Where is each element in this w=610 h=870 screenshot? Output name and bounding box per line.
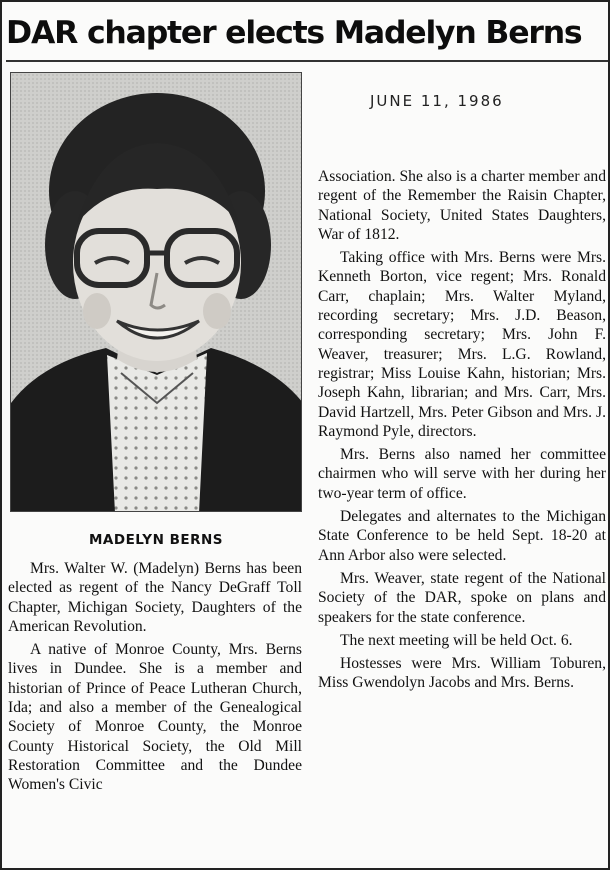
photo-caption: MADELYN BERNS: [88, 532, 223, 548]
headline-divider: [6, 60, 608, 62]
paragraph: Mrs. Walter W. (Madelyn) Berns has been elected as regent of the Nancy DeGraff Toll Chapter, Michigan Society, Daughters of the American Revolution.: [8, 560, 302, 635]
paragraph: Mrs. Berns also named her committee chairmen who will serve with her during her two-year term of office.: [318, 446, 606, 502]
article-column-left: [8, 559, 302, 799]
paragraph: Taking office with Mrs. Berns were Mrs. Kenneth Borton, vice regent; Mrs. Ronald Carr, chaplain; Mrs. Walter Myland, recording secretary; Mrs. J.D. Beason, corresponding secretary; Mrs. John F. Weaver, treasurer; Mrs. L.G. Rowland, registrar; Miss Louise Kahn, historian; Mrs. Joseph Kahn, librarian; and Mrs. Carr, Mrs. David Hartzell, Mrs. Peter Gibson and Mrs. J. Raymond Pyle, directors.: [318, 249, 606, 440]
paragraph: Hostesses were Mrs. William Toburen, Miss Gwendolyn Jacobs and Mrs. Berns.: [318, 655, 606, 692]
headline: DAR chapter elects Madelyn Berns: [6, 15, 582, 51]
paragraph: Mrs. Weaver, state regent of the National Society of the DAR, spoke on plans and speakers for the state conference.: [318, 569, 606, 626]
publication-date: JUNE 11, 1986: [370, 92, 504, 110]
portrait-image: [11, 73, 302, 512]
paragraph-continuation: Association. She also is a charter member and regent of the Remember the Raisin Chapter, National Society, United States Daughters, War of 1812.: [318, 168, 606, 243]
paragraph: A native of Monroe County, Mrs. Berns lives in Dundee. She is a member and historian of Prince of Peace Lutheran Church, Ida; and also a member of the Genealogical Society of Monroe County, the Monroe County Historical Society, the Old Mill Restoration Committee and the Dundee Women's Civic: [8, 641, 302, 794]
paragraph: Delegates and alternates to the Michigan State Conference to be held Sept. 18-20 at Ann Arbor also were selected.: [318, 508, 606, 564]
paragraph: The next meeting will be held Oct. 6.: [340, 631, 573, 649]
article-column-right: [318, 167, 606, 697]
portrait-photo: [10, 72, 302, 512]
